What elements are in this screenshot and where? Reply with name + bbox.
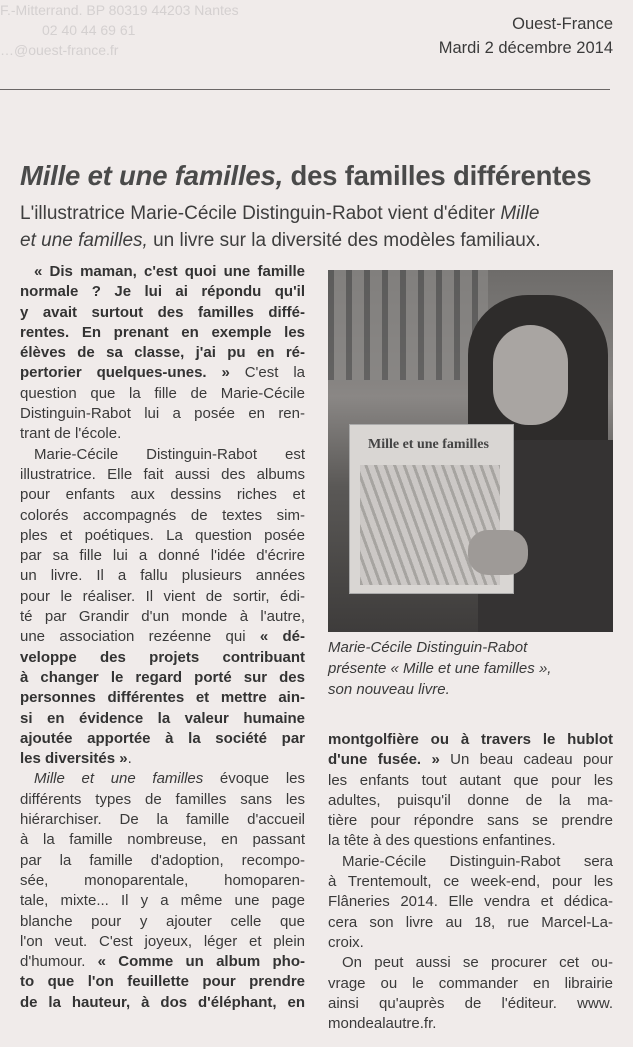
deck-line xyxy=(20,227,615,254)
bold-text: personnes différentes et mettre ain- xyxy=(20,689,305,707)
bold-text: rentes. En prenant en exemple les xyxy=(20,323,305,341)
text-line xyxy=(20,607,305,627)
text-line xyxy=(20,891,305,911)
text-run: pour enfants aux dessins riches et xyxy=(20,486,305,504)
text-run: croix. xyxy=(328,933,364,951)
text-run: évoque les xyxy=(203,770,305,788)
text-line xyxy=(328,1014,613,1034)
faded-address-line: F.-Mitterrand. BP 80319 44203 Nantes xyxy=(0,2,239,18)
text-run: trant de l'école. xyxy=(20,425,122,443)
caption-line: son nouveau livre. xyxy=(328,681,450,698)
text-run: d'humour. xyxy=(20,953,98,971)
text-line xyxy=(328,750,613,770)
book-cover-title: Mille et une familles xyxy=(368,437,489,452)
text-run: hiérarchiser. De la famille d'accueil xyxy=(20,811,305,829)
text-line xyxy=(20,424,305,444)
bold-text: de la hauteur, à dos d'éléphant, en xyxy=(20,993,305,1011)
italic-text: Mille xyxy=(500,203,540,224)
text-line xyxy=(20,688,305,708)
text-line xyxy=(20,282,305,302)
bold-text: ajoutée apportée à la société par xyxy=(20,729,305,747)
text-line xyxy=(20,566,305,586)
bold-text: to que l'on feuillette pour prendre xyxy=(20,973,305,991)
text-line xyxy=(20,485,305,505)
text-line xyxy=(20,668,305,688)
text-line xyxy=(20,303,305,323)
text-line xyxy=(328,811,613,831)
text-line xyxy=(328,771,613,791)
bold-text: « Dis maman, c'est quoi une famille xyxy=(34,263,305,280)
bold-text: « dé- xyxy=(259,628,306,646)
text-line xyxy=(20,993,305,1013)
article-photo xyxy=(328,270,613,632)
text-line xyxy=(20,343,305,363)
text-line xyxy=(328,994,613,1014)
paragraph xyxy=(328,852,613,953)
text-run: par la famille d'adoption, recompo- xyxy=(20,851,305,869)
text-run: blanche pour y ajouter celle que xyxy=(20,912,305,930)
text-run: adultes, puisqu'il donne de la ma- xyxy=(328,791,613,809)
text-run: Marie-Cécile Distinguin-Rabot est xyxy=(34,445,305,463)
faded-address-block xyxy=(0,0,239,60)
italic-text: et une familles, xyxy=(20,230,148,251)
text-line xyxy=(20,587,305,607)
text-run: tale, mixte... Il y a même une page xyxy=(20,892,305,910)
text-run: un livre. Il a fallu plusieurs années xyxy=(20,567,305,585)
bold-text: les diversités » xyxy=(20,750,128,768)
bold-text: veloppe des projets contribuant xyxy=(20,648,305,666)
text-line xyxy=(20,729,305,749)
text-line xyxy=(328,892,613,912)
article-column-left xyxy=(20,262,305,1013)
text-run: par sa fille lui a donné l'idée d'écrire xyxy=(20,547,305,565)
paragraph xyxy=(328,953,613,1034)
text-run: colorés accompagnés de textes sim- xyxy=(20,506,305,524)
paragraph xyxy=(20,445,305,770)
text-line xyxy=(20,465,305,485)
italic-text: Mille et une familles xyxy=(34,770,204,788)
text-line xyxy=(328,953,613,973)
text-run: les enfants tout autant que pour les xyxy=(328,771,613,789)
text-line xyxy=(328,933,613,953)
photo-wall-drawings xyxy=(328,270,488,380)
caption-line: présente « Mille et une familles », xyxy=(328,660,552,677)
text-line xyxy=(20,546,305,566)
text-run: la tête à des questions enfantines. xyxy=(328,832,556,850)
text-run: vrage ou le commander en librairie xyxy=(328,974,613,992)
text-run: question que la fille de Marie-Cécile xyxy=(20,384,305,402)
photo-hand xyxy=(468,530,528,575)
text-line xyxy=(20,749,305,769)
text-line xyxy=(20,627,305,647)
text-line xyxy=(20,932,305,952)
text-run: mondealautre.fr. xyxy=(328,1015,437,1033)
text-line xyxy=(328,831,613,851)
text-run: pour le réaliser. Il vient de sortir, édi- xyxy=(20,587,305,605)
text-line xyxy=(20,709,305,729)
text-line xyxy=(20,952,305,972)
text-line xyxy=(328,974,613,994)
text-line xyxy=(20,648,305,668)
text-line xyxy=(20,972,305,992)
bold-text: pertorier quelques-unes. » xyxy=(20,364,230,382)
text-line xyxy=(20,506,305,526)
text-line xyxy=(20,323,305,343)
article-headline xyxy=(20,160,591,192)
text-run: à la famille nombreuse, en passant xyxy=(20,831,305,849)
text-run: différents types de familles sans les xyxy=(20,790,305,808)
header-divider xyxy=(0,89,610,90)
text-run: ples et poétiques. La question posée xyxy=(20,526,305,544)
text-line xyxy=(20,790,305,810)
bold-text: « Comme un album pho- xyxy=(97,953,305,971)
newspaper-header xyxy=(439,12,613,60)
faded-email-line: …@ouest-france.fr xyxy=(0,42,119,58)
text-run: Flâneries 2014. Elle vendra et dédica- xyxy=(328,893,613,911)
bold-text: à changer le regard porté sur des xyxy=(20,668,305,686)
text-line xyxy=(20,851,305,871)
text-line xyxy=(20,871,305,891)
bold-text: normale ? Je lui ai répondu qu'il xyxy=(20,283,305,301)
text-line xyxy=(20,363,305,383)
text-run: cera son livre au 18, rue Marcel-La- xyxy=(328,913,613,931)
text-run: sée, monoparentale, homoparen- xyxy=(20,871,305,889)
photo-person-face xyxy=(493,325,568,425)
photo-caption xyxy=(328,637,551,700)
text-line xyxy=(20,404,305,424)
paragraph xyxy=(328,730,613,852)
text-line xyxy=(328,852,613,872)
text-line xyxy=(20,769,305,789)
text-line xyxy=(20,445,305,465)
text-run: . xyxy=(127,750,132,768)
paragraph xyxy=(20,769,305,1013)
text-line xyxy=(328,791,613,811)
bold-text: élèves de sa classe, j'ai pu en ré- xyxy=(20,344,305,362)
text-line xyxy=(328,730,613,750)
text-line xyxy=(328,872,613,892)
text-line xyxy=(20,912,305,932)
text-run: illustratrice. Elle fait aussi des albums xyxy=(20,465,305,483)
text-run: C'est la xyxy=(229,364,305,382)
text-run: une association rezéenne qui xyxy=(20,628,260,646)
text-run: l'on veut. C'est joyeux, léger et plein xyxy=(20,932,305,950)
text-run: ainsi qu'auprès de l'éditeur. www. xyxy=(328,994,613,1012)
text-line xyxy=(20,526,305,546)
publication-date: Mardi 2 décembre 2014 xyxy=(438,39,613,57)
paragraph xyxy=(20,262,305,445)
text-run: té par Grandir d'un monde à l'autre, xyxy=(20,608,305,626)
headline-italic: Mille et une familles, xyxy=(20,160,284,191)
bold-text: montgolfière ou à travers le hublot xyxy=(328,731,613,748)
text-run: tière pour répondre sans se prendre xyxy=(328,812,613,830)
text-line xyxy=(20,810,305,830)
text-run: à Trentemoult, ce week-end, pour les xyxy=(328,873,613,891)
bold-text: y avait surtout des familles diffé- xyxy=(20,303,305,321)
bold-text: si en évidence la valeur humaine xyxy=(20,709,305,727)
text-run: Distinguin-Rabot lui a posée en ren- xyxy=(20,405,305,423)
text-run: On peut aussi se procurer cet ou- xyxy=(342,954,613,972)
text-run: un livre sur la diversité des modèles familiaux. xyxy=(147,230,541,251)
text-run: Un beau cadeau pour xyxy=(439,751,613,769)
text-line xyxy=(20,384,305,404)
article-column-right xyxy=(328,730,613,1034)
bold-text: d'une fusée. » xyxy=(328,751,440,769)
article-deck xyxy=(20,200,615,254)
faded-phone-line: 02 40 44 69 61 xyxy=(42,22,136,38)
text-run: Marie-Cécile Distinguin-Rabot sera xyxy=(342,852,613,870)
text-line xyxy=(20,830,305,850)
text-run: L'illustratrice Marie-Cécile Distinguin-Rabot vient d'éditer xyxy=(20,203,501,224)
text-line xyxy=(328,913,613,933)
newspaper-name: Ouest-France xyxy=(512,15,613,33)
text-line xyxy=(20,262,305,282)
headline-rest: des familles différentes xyxy=(283,160,592,191)
caption-line: Marie-Cécile Distinguin-Rabot xyxy=(328,639,528,656)
deck-line xyxy=(20,200,615,227)
